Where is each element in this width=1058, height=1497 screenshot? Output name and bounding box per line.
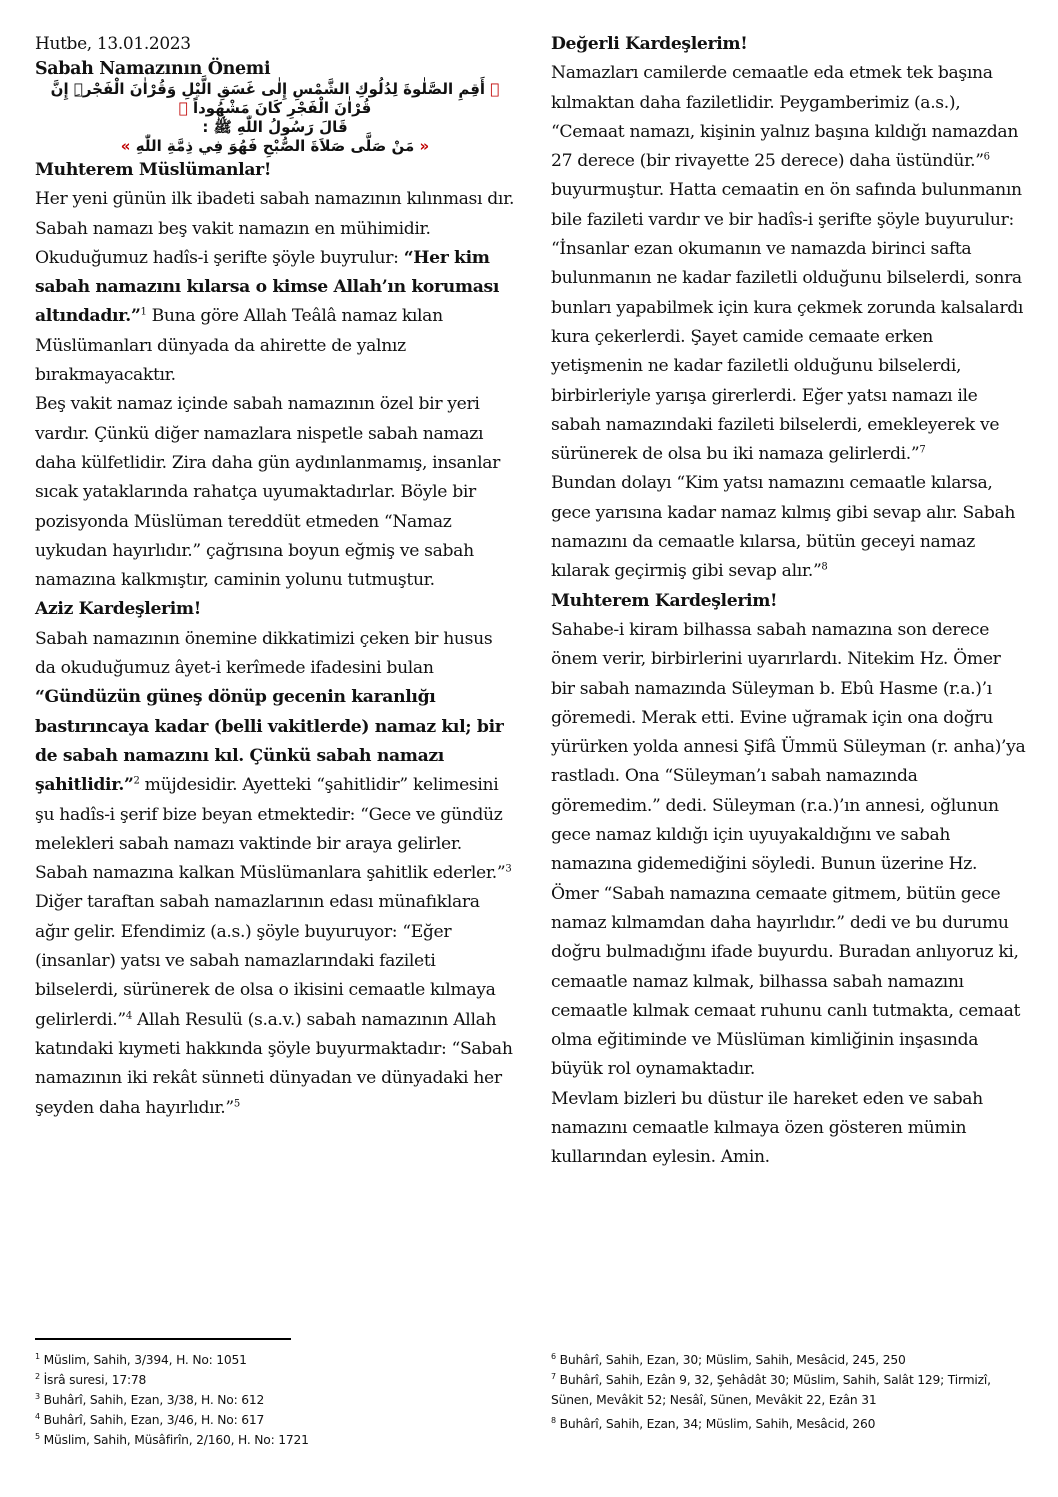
footnote-text: Buhârî, Sahih, Ezân 9, 32, Şehâdât 30; Müslim, Sahih, Salât 129; Tirmizî, Sünen, Mevâkit 52; Nesâî, Sünen, Mevâkit 22, Ezân 31 [551,1373,991,1407]
footnote-ref: 2 [133,775,140,787]
footnote-number: 7 [551,1371,556,1381]
footnote-ref: 8 [821,561,828,573]
ayah-bracket-close: ﴿ [178,99,188,117]
paragraph [35,888,515,1122]
footnote-number: 4 [35,1411,40,1421]
ayah-text: أَقِمِ الصَّلٰوةَ لِدُلُوكِ الشَّمْسِ إِلٰى غَسَقِ الَّيْلِ وَقُرْاٰنَ الْفَجْرِۜ إِنَّ قُرْاٰنَ الْفَجْرِ كَانَ مَشْهُوداً [50,80,486,117]
section-heading: Değerli Kardeşlerim! [551,34,748,54]
text: Sabah namazının önemine dikkatimizi çeken bir husus da okuduğumuz âyet-i kerîmede ifadesini bulan [35,628,493,679]
text: Namazları camilerde cemaatle eda etmek tek başına kılmaktan daha faziletlidir. Peygamberimiz (a.s.), “Cemaat namazı, kişinin yalnız başına kıldığı namazdan 27 derece (bir rivayette 25 derece) daha üstündür.” [551,63,1019,172]
bold-quote: “Her kim sabah namazını kılarsa o kimse Allah’ın koruması altındadır.” [35,247,499,327]
footnote-number: 8 [551,1415,556,1425]
footnote-text: Müslim, Sahih, Müsâfirîn, 2/160, H. No: 1721 [43,1433,309,1447]
paragraph: Sahabe-i kiram bilhassa sabah namazına son derece önem verir, birbirlerini uyarırlardı. Nitekim Hz. Ömer bir sabah namazında Süleyman b. Ebû Hasme (r.a.)’ı göremedi. Merak etti. Evine uğramak için ona doğru yürürken yolda annesi Şifâ Ümmü Süleyman (r. anha)’ya rastladı. Ona “Süleyman’ı sabah namazında göremedim.” dedi. Süleyman (r.a.)’ın annesi, oğlunun gece namaz kıldığı için uyuyakaldığını ve sabah namazına gidemediğini söyledi. Bunun üzerine Hz. Ömer “Sabah namazına cemaate gitmem, bütün gece namaz kılmamdan daha hayırlıdır.” dedi ve bu durumu doğru bulmadığını ifade buyurdu. Buradan anlıyoruz ki, cemaatle namaz kılmak, bilhassa sabah namazını cemaatle kılmak cemaat ruhunu canlı tutmakta, cemaat olma eğitiminde ve Müslüman kimliğinin inşasında büyük rol oynamaktadır. [551,619,1026,1080]
footnote-text: Buhârî, Sahih, Ezan, 3/46, H. No: 617 [43,1413,265,1427]
section-heading: Aziz Kardeşlerim! [35,599,201,620]
paragraph: Mevlam bizleri bu düstur ile hareket eden ve sabah namazını cemaatle kılmaya özen gösteren mümin kullarından eylesin. Amin. [551,1088,983,1168]
footnote-ref: 7 [919,444,926,456]
ayah-bracket-open: ﴾ [490,80,500,98]
arabic-hadith-intro: قَالَ رَسُولُ اللّٰهِ ﷺ : [202,118,348,136]
footnote-ref: 5 [233,1097,240,1109]
footnote-number: 5 [35,1431,40,1441]
footnote-ref: 1 [140,306,147,318]
footnotes-left [35,1350,515,1450]
footnote [551,1414,1031,1434]
text: Her yeni günün ilk ibadeti sabah namazının kılınması dır. Sabah namazı beş vakit namazın en mühimidir. Okuduğumuz hadîs-i şerifte şöyle buyrulur: [35,189,515,268]
right-column [551,30,1027,1173]
paragraph [551,59,1027,469]
left-column [35,30,515,1123]
text: müjdesidir. Ayetteki “şahitlidir” kelimesini şu hadîs-i şerif bize beyan etmektedir: “Gece ve gündüz melekleri sabah namazı vaktinde bir araya gelirler. Sabah namazına kalkan Müslümanlara şahitlik ederler.” [35,775,506,884]
text: Bundan dolayı “Kim yatsı namazını cemaatle kılarsa, gece yarısına kadar namaz kılmış gibi sevap alır. Sabah namazını da cemaatle kılarsa, bütün geceyi namaz kılarak geçirmiş gibi sevap alır.” [551,473,1016,582]
footnote-number: 3 [35,1391,40,1401]
footnote [35,1390,515,1410]
footnote-text: Buhârî, Sahih, Ezan, 30; Müslim, Sahih, Mesâcid, 245, 250 [559,1353,906,1367]
hadith-text: مَنْ صَلَّى صَلاَةَ الصُّبْحِ فَهُوَ فِي ذِمَّةِ اللّٰهِ [135,137,415,155]
bold-quote: “Gündüzün güneş dönüp gecenin karanlığı bastırıncaya kadar (belli vakitlerde) namaz kıl; bir de sabah namazını kıl. Çünkü sabah namazı şahitlidir.” [35,687,504,796]
footnote-text: Buhârî, Sahih, Ezan, 3/38, H. No: 612 [43,1393,265,1407]
arabic-ayah [35,80,515,118]
text: buyurmuştur. Hatta cemaatin en ön safında bulunmanın bile fazileti vardır ve bir hadîs-i şerifte şöyle buyurulur: “İnsanlar ezan okumanın ve namazda birinci safta bulunmanın ne kadar faziletli olduğunu bilselerdi, sonra bunları yapabilmek için kura çekmek zorunda kalsalardı kura çekerlerdi. Şayet camide cemaate erken yetişmenin ne kadar faziletli olduğunu bilselerdi, birbirleriyle yarışa girerlerdi. Eğer yatsı namazı ile sabah namazındaki fazileti bilselerdi, emekleyerek ve sürünerek de olsa bu iki namaza gelirlerdi.” [551,180,1023,465]
text: Buna göre Allah Teâlâ namaz kılan Müslümanları dünyada da ahirette de yalnız bırakmayacaktır. [35,306,443,386]
footnote [35,1430,515,1450]
footnote [551,1370,1031,1410]
section-heading: Muhterem Kardeşlerim! [551,590,778,611]
paragraph: Beş vakit namaz içinde sabah namazının özel bir yeri vardır. Çünkü diğer namazlara nispetle sabah namazı daha külfetlidir. Zira daha gün aydınlanmamış, insanlar sıcak yataklarında rahatça uyumaktadırlar. Böyle bir pozisyonda Müslüman tereddüt etmeden “Namaz uykudan hayırlıdır.” çağrısına boyun eğmiş ve sabah namazına kalkmıştır, caminin yolunu tutmuştur. [35,394,501,591]
footnote-text: Müslim, Sahih, 3/394, H. No: 1051 [43,1353,247,1367]
footnote-text: İsrâ suresi, 17:78 [43,1373,147,1387]
footnote-text: Buhârî, Sahih, Ezan, 34; Müslim, Sahih, Mesâcid, 260 [559,1417,876,1431]
footnote [35,1410,515,1430]
paragraph [35,625,515,889]
footnote [551,1350,1031,1370]
hadith-quote-close: » [120,137,131,155]
sermon-date: Hutbe, 13.01.2023 [35,34,191,54]
footnotes-right [551,1350,1031,1434]
arabic-hadith [35,137,515,156]
footnote-number: 2 [35,1371,40,1381]
text: Diğer taraftan sabah namazlarının edası münafıklara ağır gelir. Efendimiz (a.s.) şöyle buyuruyor: “Eğer (insanlar) yatsı ve sabah namazlarındaki fazileti bilselerdi, sürünerek de olsa o ikisini cemaatle kılmaya gelirlerdi.” [35,892,496,1030]
footnote-number: 1 [35,1351,40,1361]
footnote-ref: 6 [983,151,990,163]
section-heading: Muhterem Müslümanlar! [35,160,272,180]
footnote-number: 6 [551,1351,556,1361]
sermon-title: Sabah Namazının Önemi [35,59,271,79]
paragraph [551,469,1027,586]
footnote-ref: 3 [505,863,512,875]
footnote [35,1350,515,1370]
paragraph [35,185,515,390]
footnote [35,1370,515,1390]
hadith-quote-open: « [419,137,430,155]
footnote-ref: 4 [125,1009,132,1021]
text: Allah Resulü (s.a.v.) sabah namazının Allah katındaki kıymeti hakkında şöyle buyurmaktadır: “Sabah namazının iki rekât sünneti dünyadan ve dünyadaki her şeyden daha hayırlıdır.” [35,1009,513,1118]
footnote-separator [35,1338,291,1340]
